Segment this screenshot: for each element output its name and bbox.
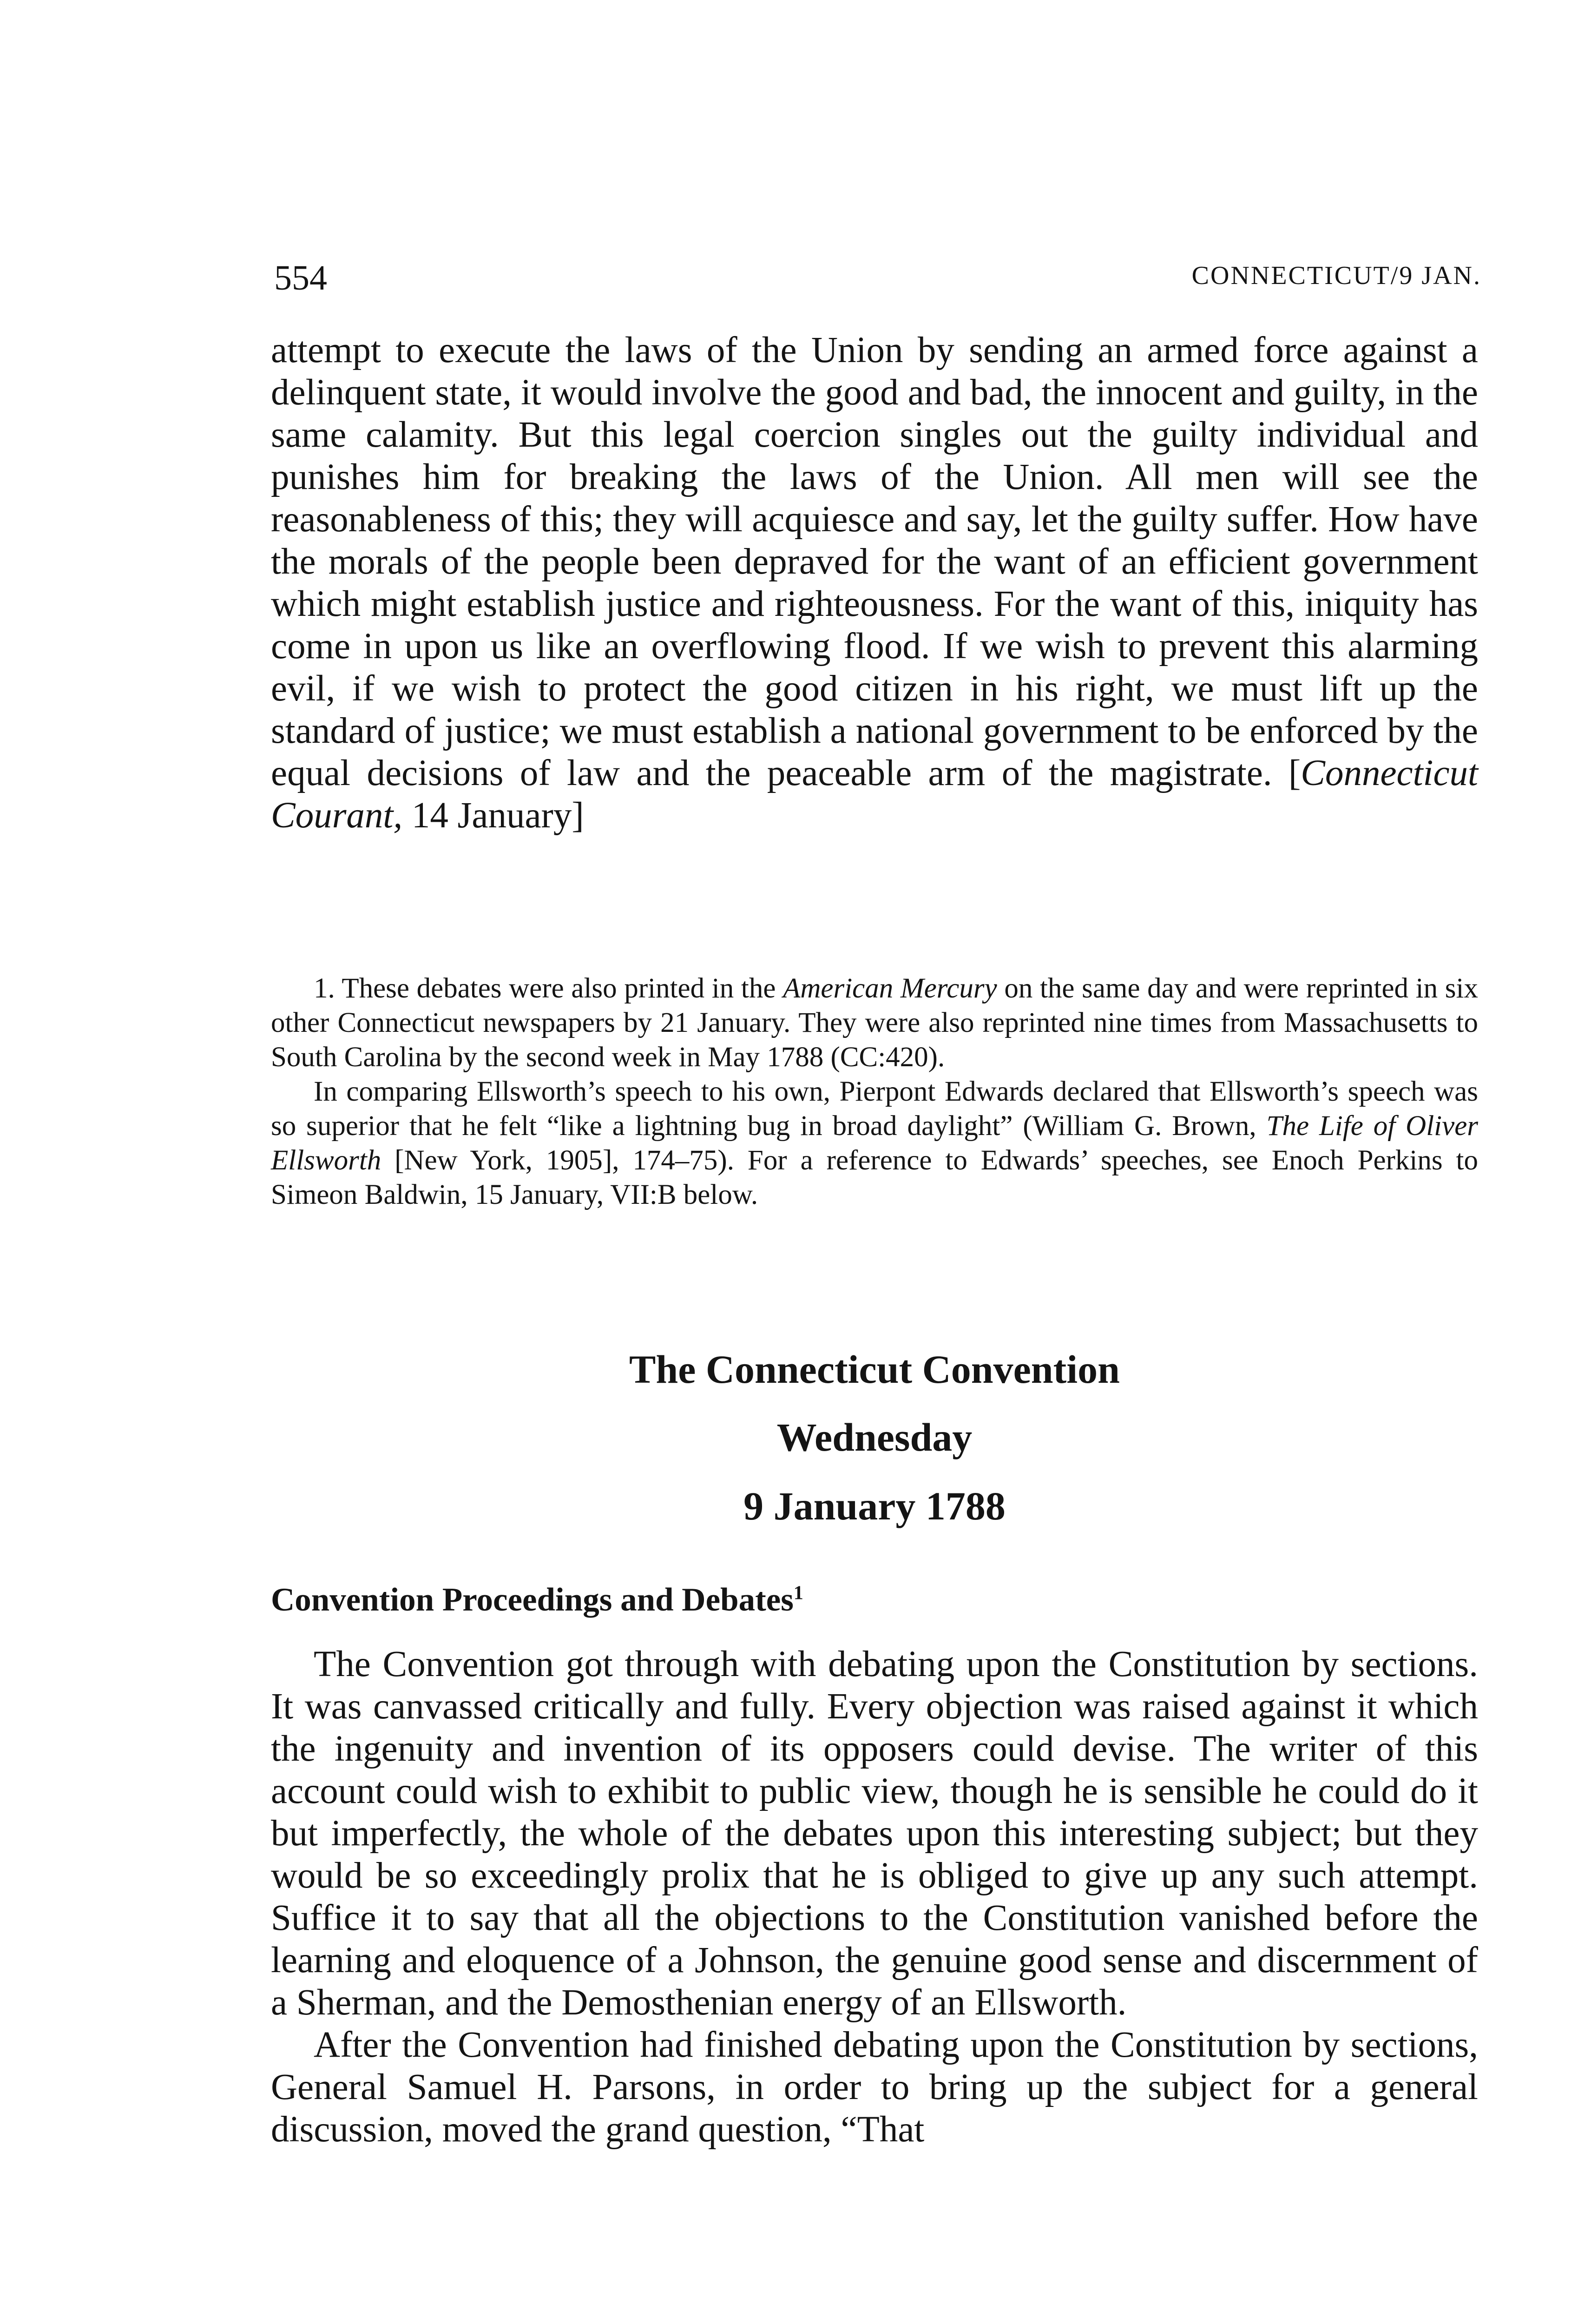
footnote-2: [271, 1075, 1478, 1212]
subheading-text: Convention Proceedings and Debates: [271, 1582, 794, 1618]
section-title: The Connecticut Convention: [629, 1347, 1120, 1392]
continuation-body: attempt to execute the laws of the Union by sending an armed force against a delinquent state, it would involve the good and bad, the innocent and guilty, in the same calamity. But this legal coercion singles out the guilty individual and punishes him for breaking the laws of the Union. All men will see the reasonableness of this; they will acquiesce and say, let the guilty suffer. How have the morals of the people been depraved for the want of an efficient government which might establish justice and righteousness. For the want of this, iniquity has come in upon us like an overflowing flood. If we wish to prevent this alarming evil, if we wish to protect the good citizen in his right, we must lift up the standard of justice; we must establish a national government to be enforced by the equal decisions of law and the peaceable arm of the magistrate. [: [271, 330, 1478, 793]
footnote-2-italic: The Life of Oliver Ellsworth: [271, 1110, 1479, 1176]
page-number: 554: [274, 258, 327, 297]
section-day: Wednesday: [776, 1415, 973, 1459]
source-date: 14 January]: [402, 795, 584, 836]
footnote-2-text-a: In comparing Ellsworth’s speech to his own, Pierpont Edwards declared that Ellsworth’s speech was so superior that he felt “like a lightning bug in broad daylight” (William G. Brown,: [271, 1076, 1478, 1142]
footnote-1: [271, 971, 1478, 1075]
footnote-1-number: 1.: [314, 973, 335, 1004]
paragraph-1: The Convention got through with debating upon the Constitution by sections. It was canvassed critically and fully. Every objection was raised against it which the ingenuity and invention of its opposers could devise. The writer of this account could wish to exhibit to public view, though he is sensible he could do it but imperfectly, the whole of the debates upon this interesting subject; but they would be so exceedingly prolix that he is obliged to give up any such attempt. Suffice it to say that all the objections to the Constitution vanished before the learning and eloquence of a Johnson, the genuine good sense and discernment of a Sherman, and the Demosthenian energy of an Ellsworth.: [271, 1644, 1478, 2023]
footnote-2-text-b: [New York, 1905], 174–75). For a reference to Edwards’ speeches, see Enoch Perkins to Simeon Baldwin, 15 January, VII:B below.: [271, 1145, 1478, 1210]
running-title: CONNECTICUT/9 JAN.: [1191, 261, 1481, 290]
continuation-paragraph: [271, 329, 1478, 837]
continuation-text: [271, 329, 1478, 837]
subheading-note-ref: 1: [793, 1582, 803, 1604]
footnote-1-text-a: These debates were also printed in the: [335, 973, 783, 1004]
footnote-1-italic: American Mercury: [783, 973, 997, 1004]
footnote-1-text-b: on the same day and were reprinted in six other Connecticut newspapers by 21 January. They were also reprinted nine times from Massachusetts to South Carolina by the second week in May 1788 (CC:420).: [271, 973, 1478, 1073]
running-head: [274, 258, 1481, 300]
footnotes: [271, 971, 1478, 1212]
section-date: 9 January 1788: [743, 1484, 1006, 1528]
source-title: Connecticut Courant,: [271, 753, 1478, 836]
paragraph-2: After the Convention had finished debating upon the Constitution by sections, General Samuel H. Parsons, in order to bring up the subject for a general discussion, moved the grand question, “That: [271, 2025, 1478, 2150]
section-subheading: [271, 1581, 803, 1619]
main-text: [271, 1643, 1478, 2151]
